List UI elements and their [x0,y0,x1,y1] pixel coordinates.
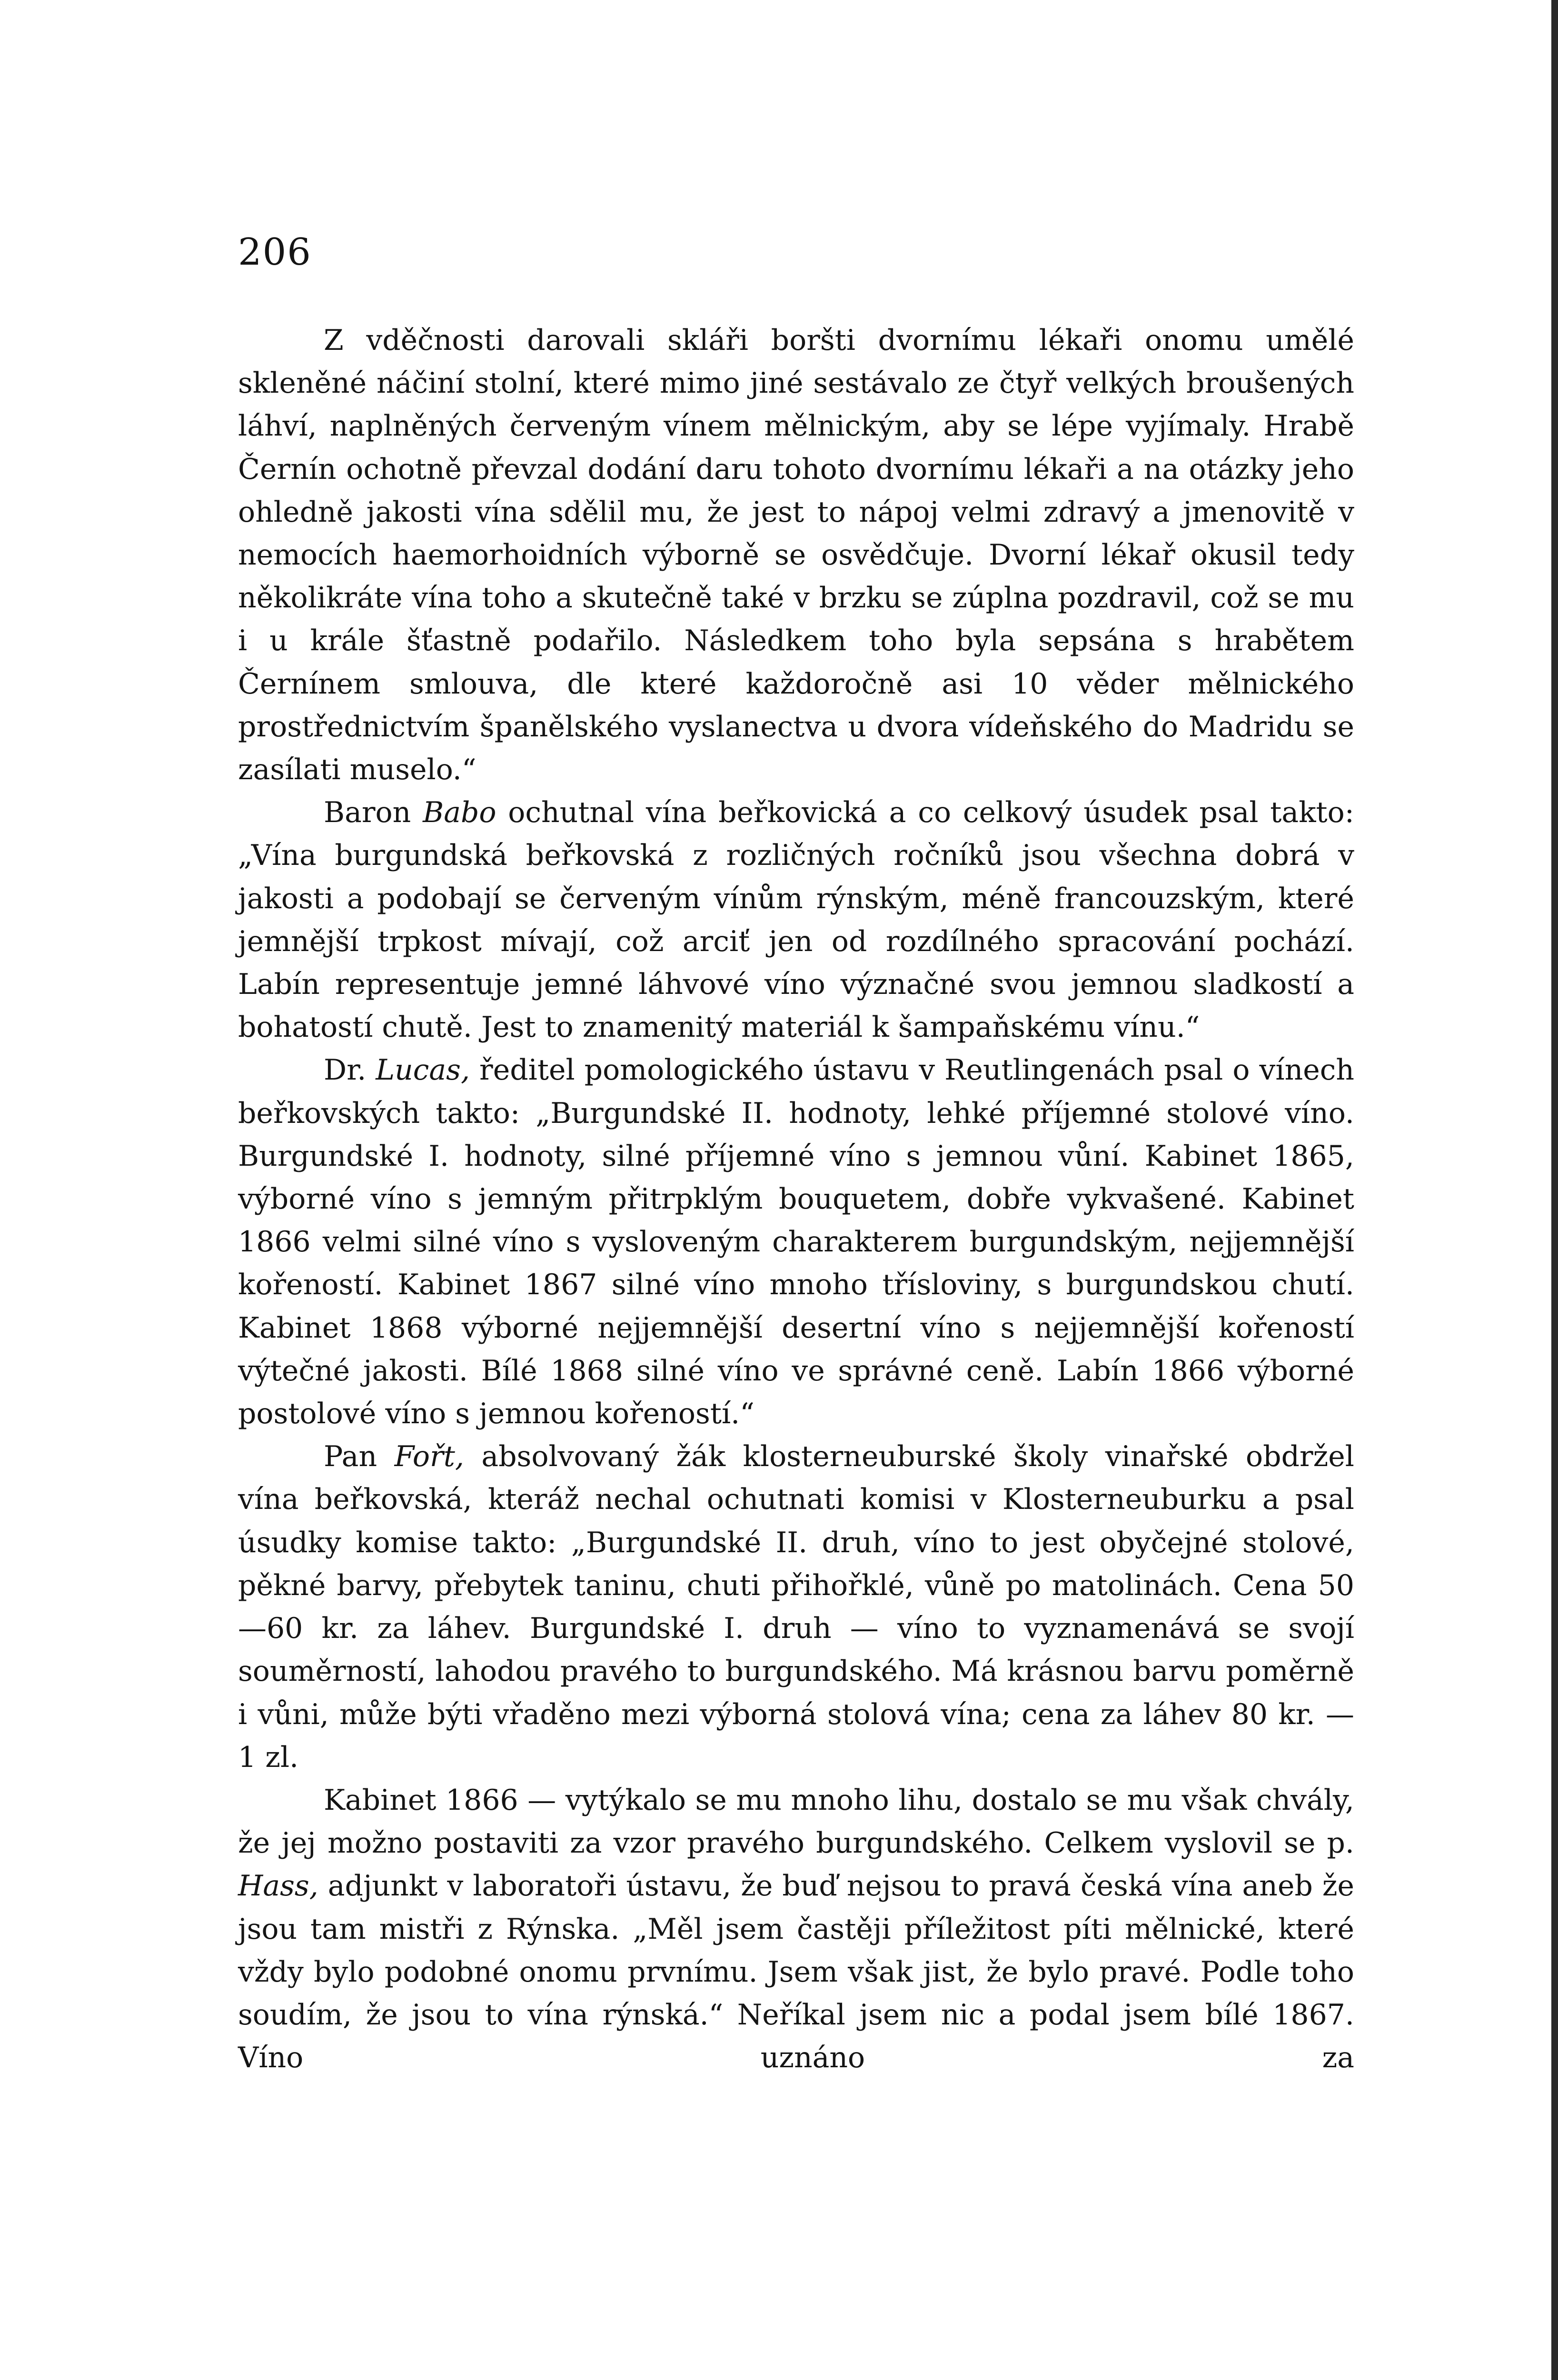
person-name-babo: Babo [423,796,496,830]
page-number: 206 [238,231,312,274]
paragraph-5 [238,1779,1354,2079]
person-name-fort: Fořt, [394,1440,464,1474]
paragraph-1: Z vděčnosti darovali skláři boršti dvornímu lékaři onomu umělé skleněné náčiní stolní, které mimo jiné sestávalo ze čtyř velkých broušených láhví, naplněných červeným vínem mělnickým, aby se lépe vyjímaly. Hrabě Černín ochotně převzal dodání daru tohoto dvornímu lékaři a na otázky jeho ohledně jakosti vína sdělil mu, že jest to nápoj velmi zdravý a jmenovitě v nemocích haemorhoidních výborně se osvědčuje. Dvorní lékař okusil tedy několikráte vína toho a skutečně také v brzku se zúplna pozdravil, což se mu i u krále šťastně podařilo. Následkem toho byla sepsána s hrabětem Černínem smlouva, dle které každoročně asi 10 věder mělnického prostřednictvím španělského vyslanectva u dvora vídeňského do Madridu se zasílati muselo.“ [238,324,1354,787]
person-name-lucas: Lucas, [376,1053,470,1087]
paragraph-5-body: adjunkt v laboratoři ústavu, že buď nejsou to pravá česká vína aneb že jsou tam mistři z Rýnska. „Měl jsem častěji příležitost píti mělnické, které vždy bylo podobné onomu prvnímu. Jsem však jist, že bylo pravé. Podle toho soudím, že jsou to vína rýnská.“ Neříkal jsem nic a podal jsem bílé 1867. Víno uznáno za [238,1869,1354,2075]
person-name-hass: Hass, [238,1869,318,1903]
paragraph-2-lead: Baron [324,796,423,830]
paragraph-4-lead: Pan [324,1440,395,1474]
paragraph-3-body: ředitel pomologického ústavu v Reutlingenách psal o vínech beřkovských takto: „Burgundské II. hodnoty, lehké příjemné stolové víno. Burgundské I. hodnoty, silné příjemné víno s jemnou vůní. Kabinet 1865, výborné víno s jemným přitrpklým bouquetem, dobře vykvašené. Kabinet 1866 velmi silné víno s vysloveným charakterem burgundským, nejjemnější kořeností. Kabinet 1867 silné víno mnoho tříslоviny, s burgundskou chutí. Kabinet 1868 výborné nejjemnější desertní víno s nejjemnější kořeností výtečné jakosti. Bílé 1868 silné víno ve správné ceně. Labín 1866 výborné postolové víno s jemnou kořeností.“ [238,1053,1355,1431]
paragraph-2-body: ochutnal vína beřkovická a co celkový úsudek psal takto: „Vína burgundská beřkovská z rozličných ročníků jsou všechna dobrá v jakosti a podobají se červeným vínům rýnským, méně francouzským, které jemnější trpkost mívají, což arciť jen od rozdílného spracování pochází. Labín representuje jemné láhvové víno význačné svou jemnou sladkostí a bohatostí chutě. Jest to znamenitý materiál k šampaňskému vínu.“ [238,796,1355,1044]
paragraph-3-lead: Dr. [324,1053,376,1087]
paragraph-4-body: absolvovaný žák klosterneuburské školy vinařské obdržel vína beřkovská, kteráž nechal ochutnati komisi v Klosterneuburku a psal úsudky komise takto: „Burgundské II. druh, víno to jest obyčejné stolové, pěkné barvy, přebytek taninu, chuti přihořklé, vůně po matolinách. Cena 50—60 kr. za láhev. Burgundské I. druh — víno to vyznamenává se svojí souměrností, lahodou pravého to burgundského. Má krásnou barvu poměrně i vůni, může býti vřaděno mezi výborná stolová vína; cena za láhev 80 kr. — 1 zl. [238,1440,1354,1774]
paragraph-2 [238,791,1354,1049]
paragraph-5-lead: Kabinet 1866 — vytýkalo se mu mnoho lihu, dostalo se mu však chvály, že jej možno postaviti za vzor pravého burgundského. Celkem vyslovil se p. [238,1783,1354,1860]
scan-edge [1551,0,1558,2380]
paragraph-3 [238,1049,1354,1435]
paragraph-4 [238,1435,1354,1779]
body-text [238,319,1354,2079]
